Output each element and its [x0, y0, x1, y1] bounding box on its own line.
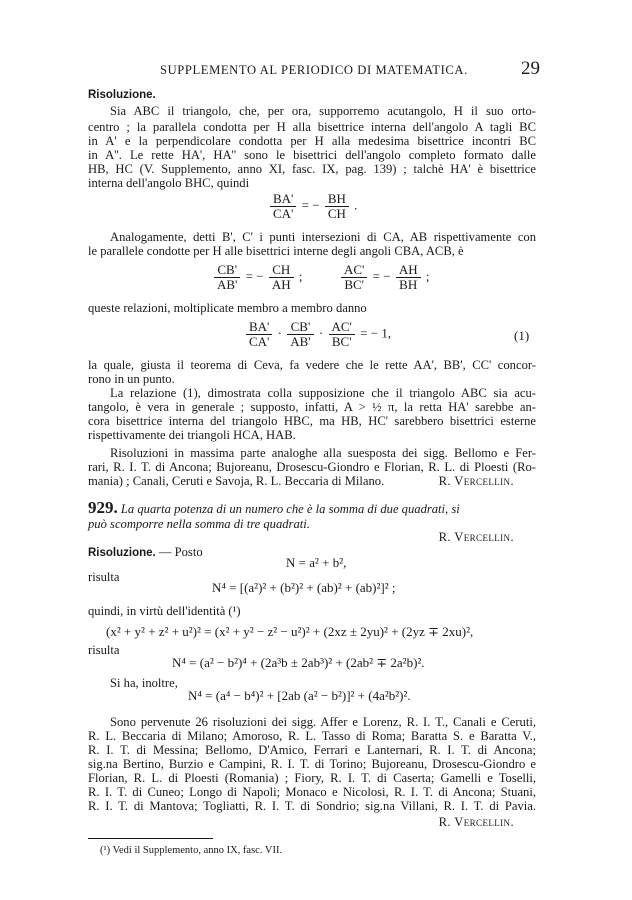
paragraph-line: risulta	[88, 643, 120, 657]
paragraph-line: Si ha, inoltre,	[110, 676, 178, 690]
equation-e: N⁴ = (a⁴ − b⁴)² + [2ab (a² − b²)]² + (4a²b²)².	[188, 688, 411, 703]
paragraph-line: in A''. Le rette HA', HA'' sono le bisettrici dell'angolo completo formato dalle	[88, 148, 536, 162]
paragraph-line: Florian, R. L. di Ploesti (Romania) ; Fiory, R. I. T. di Caserta; Gamelli e Toselli,	[88, 771, 536, 785]
paragraph-line: risulta	[88, 570, 120, 584]
paragraph-line: quindi, in virtù dell'identità (¹)	[88, 604, 241, 618]
paragraph-line: Sia ABC il triangolo, che, per ora, supporremo acutangolo, H il suo orto-	[110, 104, 536, 118]
paragraph-line: R. L. Beccaria di Milano; Amoroso, R. L. Tasso di Roma; Baratta S. e Baratta V.,	[88, 729, 536, 743]
paragraph-line: in A' e la perpendicolare condotta per H alla medesima bisettrice incontri BC	[88, 134, 536, 148]
paragraph-line: sig.na Bertino, Burzio e Campini, R. I. T. di Torino; Bujoreanu, Drosescu-Giondro e	[88, 757, 536, 771]
paragraph-line: queste relazioni, moltiplicate membro a membro danno	[88, 301, 367, 315]
paragraph-line: le parallele condotte per H alle bisettrici interne degli angoli CBA, ACB, è	[88, 244, 464, 258]
equation-3: $\frac{BA'}{CA'}$ · $\frac{CB'}{AB'}$ · $\frac{AC'}{BC'}$ = − 1,	[244, 320, 391, 349]
paragraph-line: interna dell'angolo BHC, quindi	[88, 176, 250, 190]
paragraph-line: rari, R. I. T. di Ancona; Bujoreanu, Drosescu-Giondro e Florian, R. L. di Ploesti (Ro-	[88, 460, 536, 474]
equation-1: $\frac{BA'}{CA'}$ = − $\frac{BH}{CH}$ .	[268, 192, 357, 221]
equation-tag: (1)	[514, 328, 530, 343]
paragraph-line: La relazione (1), dimostrata colla supposizione che il triangolo ABC sia acu-	[110, 386, 536, 400]
equation-b: N⁴ = [(a²)² + (b²)² + (ab)² + (ab)²]² ;	[212, 580, 396, 595]
running-title: SUPPLEMENTO AL PERIODICO DI MATEMATICA.	[160, 63, 468, 77]
paragraph-line: tangolo, è vera in generale ; supposto, infatti, A > ½ π, la retta HA' sarebbe an-	[88, 400, 536, 414]
paragraph-line: rono in un punto.	[88, 372, 175, 386]
paragraph-line: centro ; la parallela condotta per H alla bisettrice interna dell'angolo A tagli BC	[88, 120, 536, 134]
paragraph-line: R. I. T. di Messina; Bellomo, D'Amico, Ferrari e Lanternari, R. I. T. di Ancona;	[88, 743, 536, 757]
paragraph-line: Analogamente, detti B', C' i punti intersezioni di CA, AB rispettivamente con	[110, 230, 536, 244]
paragraph-line: R. I. T. di Cuneo; Longo di Napoli; Monaco e Nicolosi, R. I. T. di Ancona; Stuani,	[88, 785, 536, 799]
solution-heading: Risoluzione.	[88, 89, 156, 101]
paragraph-line: cora bisettrice interna del triangolo HBC, ma HB, HC' sarebbero bisettrici esterne	[88, 414, 536, 428]
paragraph-line: Sono pervenute 26 risoluzioni dei sigg. Affer e Lorenz, R. I. T., Canali e Ceruti,	[110, 715, 536, 729]
signature: R. Vercellin.	[438, 530, 514, 544]
solution-2-heading-line: Risoluzione. — Posto	[88, 545, 203, 559]
paragraph-line: rispettivamente dei triangoli HCA, HAB.	[88, 428, 296, 442]
problem-text: La quarta potenza di un numero che è la somma di due quadrati, si	[120, 502, 460, 516]
paragraph-line: mania) ; Canali, Ceruti e Savoja, R. L. Beccaria di Milano.	[88, 474, 385, 488]
paragraph-line: la quale, giusta il teorema di Ceva, fa vedere che le rette AA', BB', CC' concor-	[88, 358, 536, 372]
signature: R. Vercellin.	[438, 815, 514, 829]
paragraph-line: HB, HC (V. Supplemento, anno XI, fasc. IX, pag. 139) ; talchè HA' è bisettrice	[88, 162, 536, 176]
problem-text-line: può scomporre nella somma di tre quadrati.	[88, 517, 310, 531]
equation-2: $\frac{CB'}{AB'}$ = − $\frac{CH}{AH}$ ; $\frac{AC'}{BC'}$ = − $\frac{AH}{BH}$ ;	[212, 263, 429, 292]
problem-statement	[88, 498, 536, 517]
problem-number: 929.	[88, 498, 118, 517]
paragraph-line: R. I. T. di Mantova; Togliatti, R. I. T. di Sondrio; sig.na Villani, R. I. T. di Pavia.	[88, 799, 536, 813]
footnote-rule	[88, 838, 213, 839]
equation-c: (x² + y² + z² + u²)² = (x² + y² − z² − u²)² + (2xz ± 2yu)² + (2yz ∓ 2xu)²,	[106, 624, 474, 639]
equation-d: N⁴ = (a² − b²)⁴ + (2a³b ± 2ab³)² + (2ab² ∓ 2a²b)².	[172, 655, 425, 670]
signature: R. Vercellin.	[438, 474, 514, 488]
paragraph-line: Risoluzioni in massima parte analoghe alla suesposta dei sigg. Bellomo e Fer-	[110, 446, 536, 460]
page-number: 29	[521, 58, 540, 79]
footnote: (¹) Vedi il Supplemento, anno IX, fasc. VII.	[100, 845, 283, 856]
equation-a: N = a² + b²,	[286, 555, 347, 570]
